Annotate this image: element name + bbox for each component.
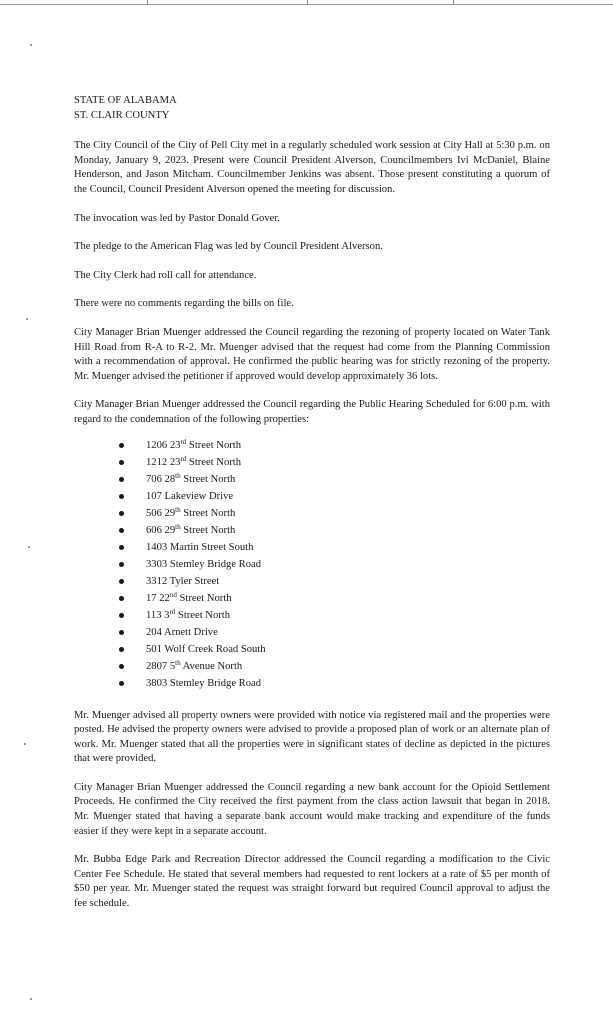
property-street-suffix: Street North [175, 609, 231, 621]
property-address: 1206 23 [146, 439, 181, 451]
paragraph-pledge: The pledge to the American Flag was led by Council President Alverson. [74, 241, 383, 253]
property-list-item [119, 472, 550, 489]
ordinal-suffix: th [175, 505, 181, 514]
property-address: 3303 Stemley Bridge Road [146, 558, 262, 570]
property-street-suffix: Street North [176, 592, 232, 604]
property-list-item [119, 523, 550, 540]
bullet-icon [119, 681, 124, 686]
property-address: 506 29 [146, 507, 176, 519]
bullet-icon [119, 494, 124, 499]
property-list [74, 438, 550, 693]
property-list-item [119, 676, 550, 693]
property-address: 3803 Stemley Bridge Road [146, 677, 262, 689]
property-list-item [119, 574, 550, 591]
property-street-suffix: Street North [186, 439, 242, 451]
bullet-icon [119, 562, 124, 567]
bullet-icon [119, 647, 124, 652]
bullet-icon [119, 443, 124, 448]
property-list-item [119, 642, 550, 659]
property-list-item [119, 625, 550, 642]
property-street-suffix: Street North [180, 524, 236, 536]
scan-tick-mark [147, 0, 148, 5]
paragraph-notice: Mr. Muenger advised all property owners were provided with notice via registered mail and the properties were posted. He advised the property owners were advised to provide a proposed plan of work or an alternate plan of work. Mr. Muenger stated that all the properties were in significant states of decline as depicted in the pictures that were provided. [74, 709, 550, 765]
scan-tick-mark [307, 0, 308, 5]
property-address: 501 Wolf Creek Road South [146, 643, 266, 655]
property-list-item [119, 506, 550, 523]
paragraph-roll-call: The City Clerk had roll call for attendance. [74, 269, 257, 281]
property-address: 3312 Tyler Street [146, 575, 220, 587]
bullet-icon [119, 579, 124, 584]
bullet-icon [119, 613, 124, 618]
property-list-item [119, 489, 550, 506]
property-list-item [119, 540, 550, 557]
bullet-icon [119, 511, 124, 516]
ordinal-suffix: nd [169, 590, 177, 599]
property-list-item [119, 557, 550, 574]
ordinal-suffix: th [175, 522, 181, 531]
county-heading: ST. CLAIR COUNTY [74, 109, 170, 121]
paragraph-meeting-opening: The City Council of the City of Pell City met in a regularly scheduled work session at City Hall at 5:30 p.m. on Monday, January 9, 2023. Present were Council President Alverson, Councilmembers Ivi McDaniel, Blaine Henderson, and Jason Mitcham. Councilmember Jenkins was absent. Those present constituting a quorum of the Council, Council President Alverson opened the meeting for discussion. [74, 140, 550, 195]
property-list-item [119, 659, 550, 676]
property-street-suffix: Avenue North [180, 660, 243, 672]
scan-speck [30, 44, 32, 46]
paragraph-rezoning: City Manager Brian Muenger addressed the Council regarding the rezoning of property located on Water Tank Hill Road from R-A to R-2. Mr. Muenger advised that the request had come from the Planning Commission with a recommendation of approval. He confirmed the public hearing was for strictly rezoning of the property. Mr. Muenger advised the petitioner if approved would develop approximately 36 lots. [74, 326, 550, 382]
property-list-item [119, 455, 550, 472]
meeting-minutes [74, 94, 550, 926]
ordinal-suffix: rd [180, 437, 187, 446]
property-address: 113 3 [146, 609, 170, 621]
property-address: 107 Lakeview Drive [146, 490, 234, 502]
scan-speck [30, 998, 32, 1000]
property-list-item [119, 608, 550, 625]
bullet-icon [119, 460, 124, 465]
scan-speck [24, 743, 26, 745]
bullet-icon [119, 596, 124, 601]
property-address: 1212 23 [146, 456, 181, 468]
bullet-icon [119, 528, 124, 533]
property-address: 2807 5 [146, 660, 176, 672]
property-address: 1403 Martin Street South [146, 541, 254, 553]
property-street-suffix: Street North [180, 507, 236, 519]
scan-speck [28, 546, 30, 548]
state-heading: STATE OF ALABAMA [74, 95, 177, 106]
property-list-item [119, 591, 550, 608]
property-list-item [119, 438, 550, 455]
ordinal-suffix: th [175, 658, 181, 667]
paragraph-fee-schedule: Mr. Bubba Edge Park and Recreation Director addressed the Council regarding a modification to the Civic Center Fee Schedule. He stated that several members had requested to rent lockers at a rate of $5 per month of $50 per year. Mr. Muenger stated the request was straight forward but required Council approval to adjust the fee schedule. [74, 854, 550, 910]
property-street-suffix: Street North [186, 456, 242, 468]
bullet-icon [119, 664, 124, 669]
paragraph-public-hearing: City Manager Brian Muenger addressed the Council regarding the Public Hearing Scheduled for 6:00 p.m. with regard to the condemnation of the following properties: [74, 399, 550, 425]
property-address: 17 22 [146, 592, 170, 604]
ordinal-suffix: th [175, 471, 181, 480]
bullet-icon [119, 630, 124, 635]
bullet-icon [119, 477, 124, 482]
paragraph-bills: There were no comments regarding the bills on file. [74, 298, 294, 310]
property-address: 204 Arnett Drive [146, 626, 218, 638]
property-address: 606 29 [146, 524, 176, 536]
property-street-suffix: Street North [180, 473, 236, 485]
scan-tick-mark [453, 0, 454, 5]
ordinal-suffix: rd [180, 454, 187, 463]
paragraph-bank-account: City Manager Brian Muenger addressed the Council regarding a new bank account for the Opioid Settlement Proceeds. He confirmed the City received the first payment from the class action lawsuit that began in 2018. Mr. Muenger stated that having a separate bank account would make tracking and expenditure of the funds easier if they were kept in a separate account. [74, 781, 550, 837]
scan-speck [26, 318, 28, 320]
bullet-icon [119, 545, 124, 550]
property-address: 706 28 [146, 473, 176, 485]
paragraph-invocation: The invocation was led by Pastor Donald Gover. [74, 212, 280, 224]
ordinal-suffix: rd [169, 607, 176, 616]
